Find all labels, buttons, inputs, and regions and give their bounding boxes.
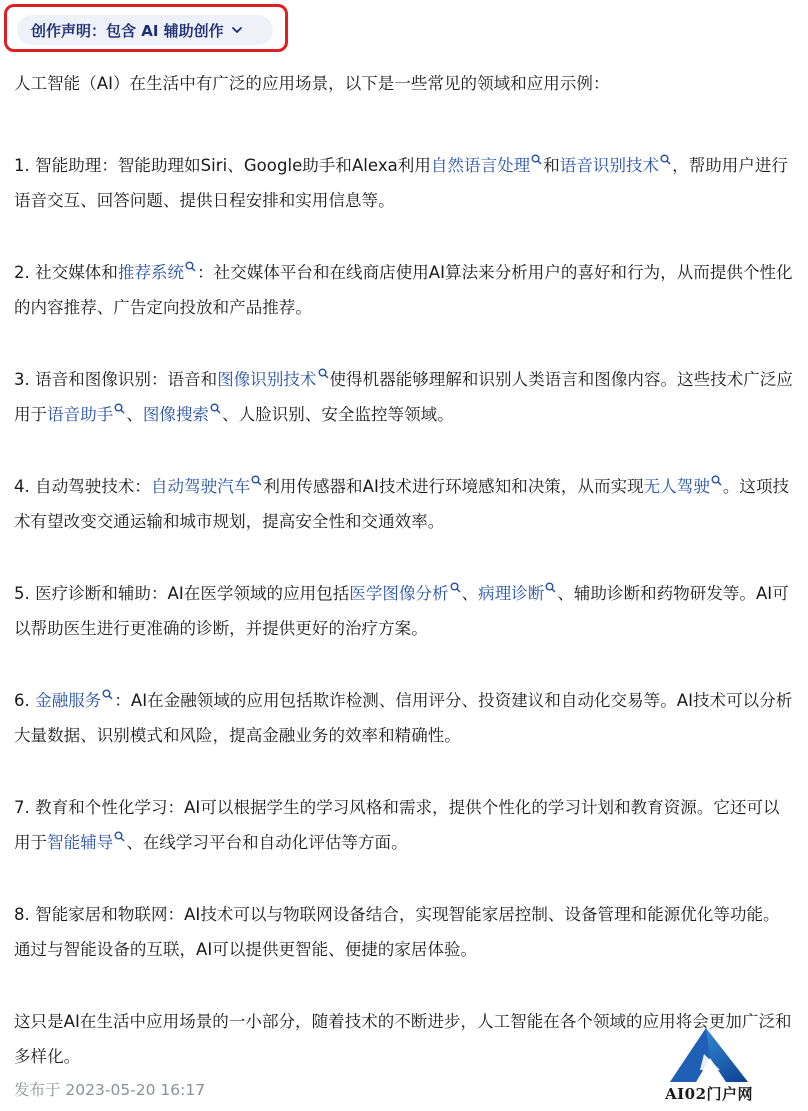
list-item (14, 148, 794, 218)
text-span: 和 (543, 156, 560, 175)
keyword-link[interactable] (151, 477, 263, 496)
text-span: 、辅助诊断和药物研发等。AI可以帮助医生进行更准确的诊断，并提供更好的治疗方案。 (14, 584, 789, 638)
declaration-highlight (4, 4, 288, 52)
article-body (14, 66, 794, 1111)
text-span: 、在线学习平台和自动化评估等方面。 (126, 833, 408, 852)
list-item (14, 469, 794, 539)
list-item (14, 576, 794, 646)
keyword-link[interactable] (143, 405, 222, 424)
search-icon (545, 582, 556, 593)
keyword-text: 金融服务 (35, 691, 102, 710)
search-icon (318, 368, 329, 379)
keyword-link[interactable] (431, 156, 543, 175)
chevron-down-icon (230, 23, 244, 37)
keyword-link[interactable] (560, 156, 672, 175)
keyword-text: 自然语言处理 (430, 156, 531, 175)
text-span: 6. (14, 691, 36, 710)
text-span: 1. 智能助理：智能助理如Siri、Google助手和Alexa利用 (14, 156, 431, 175)
keyword-link[interactable] (478, 584, 557, 603)
keyword-text: 无人驾驶 (643, 477, 710, 496)
closing-paragraph: 这只是AI在生活中应用场景的一小部分，随着技术的不断进步，人工智能在各个领域的应用将会更加广泛和多样化。 (14, 1012, 792, 1066)
publish-time: 发布于 2023-05-20 16:17 (14, 1081, 206, 1099)
search-icon (531, 154, 542, 165)
text-span: 4. 自动驾驶技术： (14, 477, 151, 496)
watermark-logo (660, 1024, 758, 1104)
text-span: 7. 教育和个性化学习：AI可以根据学生的学习风格和需求，提供个性化的学习计划和教育资源。它还可以用于 (14, 798, 780, 852)
list-item (14, 790, 794, 860)
keyword-text: 自动驾驶汽车 (151, 477, 251, 496)
keyword-text: 推荐系统 (117, 263, 185, 282)
text-span: ：社交媒体平台和在线商店使用AI算法来分析用户的喜好和行为，从而提供个性化的内容推荐、广告定向投放和产品推荐。 (14, 263, 793, 317)
list-item (14, 683, 794, 753)
search-icon (114, 831, 125, 842)
list-item (14, 255, 794, 325)
list-item (14, 362, 794, 432)
logo-icon (660, 1024, 758, 1086)
declaration-label: 创作声明：包含 AI 辅助创作 (31, 21, 224, 40)
search-icon (185, 261, 196, 272)
intro-paragraph: 人工智能（AI）在生活中有广泛的应用场景，以下是一些常见的领域和应用示例： (14, 74, 610, 93)
keyword-text: 病理诊断 (478, 584, 545, 603)
keyword-text: 语音识别技术 (559, 156, 660, 175)
keyword-text: 智能辅导 (47, 833, 114, 852)
keyword-text: 语音助手 (47, 405, 114, 424)
text-span: 。这项技术有望改变交通运输和城市规划，提高安全性和交通效率。 (14, 477, 790, 531)
text-span: 、 (461, 584, 479, 603)
search-icon (114, 403, 125, 414)
keyword-link[interactable] (47, 833, 126, 852)
keyword-link[interactable] (349, 584, 461, 603)
keyword-text: 医学图像分析 (349, 584, 449, 603)
text-span: 2. 社交媒体和 (14, 263, 118, 282)
search-icon (102, 689, 113, 700)
search-icon (450, 582, 461, 593)
text-span: 8. 智能家居和物联网：AI技术可以与物联网设备结合，实现智能家居控制、设备管理和能源优化等功能。通过与智能设备的互联，AI可以提供更智能、便捷的家居体验。 (14, 905, 780, 959)
search-icon (711, 475, 722, 486)
text-span: 3. 语音和图像识别：语音和 (14, 370, 218, 389)
text-span: 5. 医疗诊断和辅助：AI在医学领域的应用包括 (14, 584, 350, 603)
list-item (14, 897, 794, 967)
search-icon (251, 475, 262, 486)
text-span: 、人脸识别、安全监控等领域。 (222, 405, 454, 424)
keyword-link[interactable] (118, 263, 197, 282)
keyword-text: 图像识别技术 (217, 370, 317, 389)
keyword-link[interactable] (217, 370, 329, 389)
keyword-link[interactable] (644, 477, 723, 496)
text-span: ：AI在金融领域的应用包括欺诈检测、信用评分、投资建议和自动化交易等。AI技术可以分析大量数据、识别模式和风险，提高金融业务的效率和精确性。 (14, 691, 793, 745)
search-icon (210, 403, 221, 414)
text-span: 使得机器能够理解和识别人类语言和图像内容。这些技术广泛应用于 (14, 370, 793, 424)
declaration-dropdown[interactable] (17, 15, 273, 45)
keyword-link[interactable] (35, 691, 114, 710)
text-span: 、 (126, 405, 143, 424)
keyword-link[interactable] (47, 405, 126, 424)
text-span: 利用传感器和AI技术进行环境感知和决策，从而实现 (263, 477, 644, 496)
watermark-text: AI02门户网 (664, 1085, 754, 1103)
text-span: ，帮助用户进行语音交互、回答问题、提供日程安排和实用信息等。 (14, 156, 788, 210)
keyword-text: 图像搜索 (142, 405, 210, 424)
search-icon (660, 154, 671, 165)
